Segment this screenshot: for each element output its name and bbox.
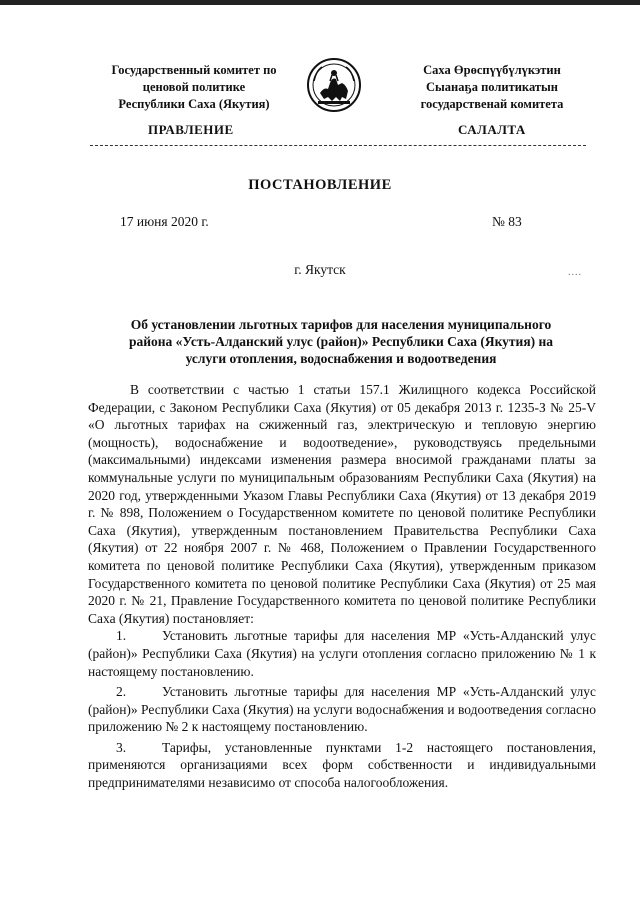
subject-line: района «Усть-Алданский улус (район)» Республики Саха (Якутия) на [128,334,554,349]
issuer-line: Республики Саха (Якутия) [118,97,270,111]
document-type: ПОСТАНОВЛЕНИЕ [248,177,392,193]
item-number: 2. [116,684,127,700]
item-text: Установить льготные тарифы для населения МР «Усть-Алданский улус (район)» Республики Саха (Якутия) на услуги водоснабжения и водоотведения согласно приложению № 2 к настоящему постановлению. [88,684,597,735]
subject-line: услуги отопления, водоснабжения и водоотведения [185,351,497,366]
issuer-line: Сыанаҕа политикатын [426,80,558,94]
item-number: 3. [116,739,127,755]
document-number: № 83 [492,214,522,229]
document-subject [90,316,592,367]
item-text: Установить льготные тарифы для населения МР «Усть-Алданский улус (район)» Республики Саха (Якутия) на услуги отопления согласно приложению № 1 к настоящему постановлению. [88,628,596,679]
faint-dots: .... [568,267,582,278]
issuer-name-sakha [392,62,592,113]
document-city: г. Якутск [294,262,346,277]
list-item [88,739,596,792]
preamble-paragraph: В соответствии с частью 1 статьи 157.1 Жилищного кодекса Российской Федерации, с Законом Республики Саха (Якутия) от 05 декабря 2013 г. 1235-З № 25-V «О льготных тарифах на сжиженный газ, электрическую и тепловую энергию (мощность), водоснабжение и водоотведение», руководствуясь предельными (максимальными) индексами изменения размера вносимой гражданами платы за коммунальные услуги по муниципальным образованиям Республики Саха (Якутия) на 2020 год, утвержденными Указом Главы Республики Саха (Якутия) от 13 декабря 2019 г. № 898, Положением о Государственном комитете по ценовой политике Республики Саха (Якутия), утвержденным постановлением Правительства Республики Саха (Якутия) от 22 ноября 2007 г. № 468, Положением о Правлении Государственного комитета по ценовой политике Республики Саха (Якутия), утвержденным приказом Государственного комитета по ценовой политике Республики Саха (Якутия) от 25 мая 2020 г. № 21, Правление Государственного комитета по ценовой политике Республики Саха (Якутия) постановляет: [88,382,596,626]
top-border [0,0,640,5]
document-body [88,381,596,792]
board-label-russian: ПРАВЛЕНИЕ [148,122,234,137]
coat-of-arms-icon [306,57,362,113]
document-date: 17 июня 2020 г. [120,214,209,229]
issuer-line: Саха Өрөспүүбүлүкэтин [423,63,561,77]
item-text: Тарифы, установленные пунктами 1-2 настоящего постановления, применяются организациями всех форм собственности и индивидуальными предпринимателями независимо от способа налогообложения. [88,739,596,791]
list-item [88,683,596,736]
subject-line: Об установлении льготных тарифов для населения муниципального [130,317,552,332]
item-number: 1. [116,628,127,644]
issuer-line: ценовой политике [142,80,246,94]
issuer-line: Государственный комитет по [111,63,277,77]
issuer-name-russian [94,62,294,113]
issuer-line: государственай комитета [420,97,564,111]
board-label-sakha: САЛАЛТА [458,122,526,137]
list-item [88,627,596,680]
header-divider [90,145,586,146]
